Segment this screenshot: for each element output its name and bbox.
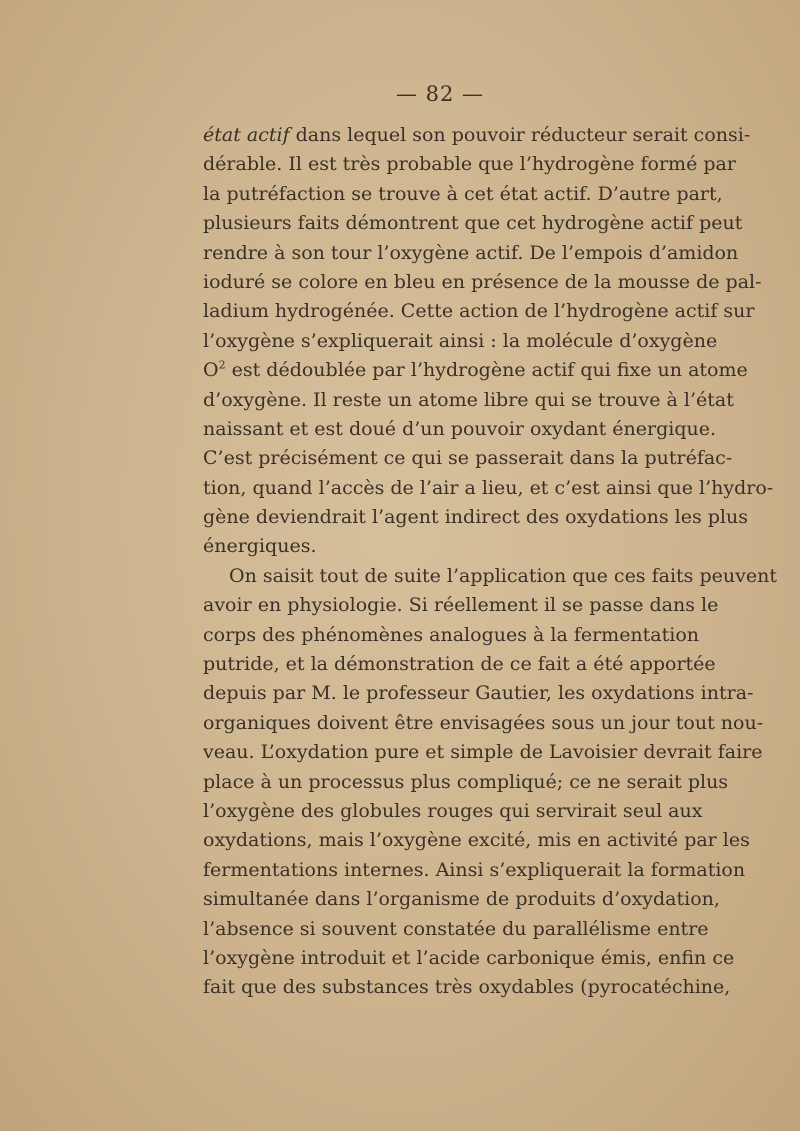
line-text: tion, quand l’accès de l’air a lieu, et c’est ainsi que l’hydro- [203,476,774,499]
text-line [203,591,719,620]
line-text: putride, et la démonstration de ce fait a été apportée [203,653,716,676]
text-line [203,474,774,503]
text-line [203,444,733,473]
line-text: dérable. Il est très probable que l’hydrogène formé par [203,153,736,176]
italic-text: état actif [203,124,290,146]
line-text: la putréfaction se trouve à cet état actif. D’autre part, [203,182,723,205]
formula-subscript: 2 [218,358,226,372]
line-text: ladium hydrogénée. Cette action de l’hydrogène actif sur [203,300,755,323]
text-line [203,297,755,326]
line-text: naissant et est doué d’un pouvoir oxydant énergique. [203,417,717,440]
text-line [203,621,700,650]
line-text: dans lequel son pouvoir réducteur serait consi- [289,124,751,146]
text-line [203,885,720,914]
line-text: l’oxygène s’expliquerait ainsi : la molécule d’oxygène [203,329,718,352]
text-line [203,650,716,679]
text-line [203,856,746,885]
text-line [203,532,683,561]
text-line [203,327,718,356]
page-number: — 82 — [395,82,485,106]
line-text: rendre à son tour l’oxygène actif. De l’empois d’amidon [203,241,739,264]
text-line [203,121,751,150]
line-text: On saisit tout de suite l’application que ces faits peuvent [229,564,777,587]
text-line [203,415,717,444]
text-line [203,268,762,297]
text-line [203,180,723,209]
line-text: oxydations, mais l’oxygène excité, mis en activité par les [203,829,750,852]
line-text: est dédoublée par l’hydrogène actif qui fixe un atome [225,359,748,382]
formula-symbol: O [203,359,219,382]
line-text: fermentations internes. Ainsi s’expliquerait la formation [203,858,746,881]
text-line [203,797,703,826]
line-text: veau. L’oxydation pure et simple de Lavoisier devrait faire [203,741,763,764]
text-line [203,709,764,738]
line-text: d’oxygène. Il reste un atome libre qui se trouve à l’état [203,388,734,411]
line-text: simultanée dans l’organisme de produits d’oxydation, [203,888,720,911]
text-line [203,239,739,268]
text-line [203,826,750,855]
text-line [203,562,777,591]
text-line [203,209,743,238]
text-line [203,150,736,179]
text-line [203,503,748,532]
text-line [203,738,763,767]
text-line [203,768,729,797]
line-text: gène deviendrait l’agent indirect des oxydations les plus [203,506,748,529]
line-text: énergiques. [203,535,317,558]
text-line [203,356,748,385]
line-text: plusieurs faits démontrent que cet hydrogène actif peut [203,212,743,235]
text-line [203,944,735,973]
body-text [203,121,777,1003]
text-line [203,915,709,944]
line-text: depuis par M. le professeur Gautier, les oxydations intra- [203,682,754,705]
text-line [203,679,754,708]
text-line [203,386,734,415]
line-text: l’oxygène introduit et l’acide carbonique émis, enfin ce [203,946,735,969]
text-line [203,973,731,1002]
line-text: organiques doivent être envisagées sous un jour tout nou- [203,711,764,734]
line-text: corps des phénomènes analogues à la fermentation [203,623,700,646]
line-text: place à un processus plus compliqué; ce ne serait plus [203,770,729,793]
line-text: avoir en physiologie. Si réellement il se passe dans le [203,594,719,617]
line-text: fait que des substances très oxydables (pyrocatéchine, [203,976,731,999]
line-text: l’oxygène des globules rouges qui servirait seul aux [203,799,703,822]
line-text: ioduré se colore en bleu en présence de la mousse de pal- [203,270,762,293]
line-text: C’est précisément ce qui se passerait dans la putréfac- [203,447,733,470]
line-text: l’absence si souvent constatée du parallélisme entre [203,917,709,940]
